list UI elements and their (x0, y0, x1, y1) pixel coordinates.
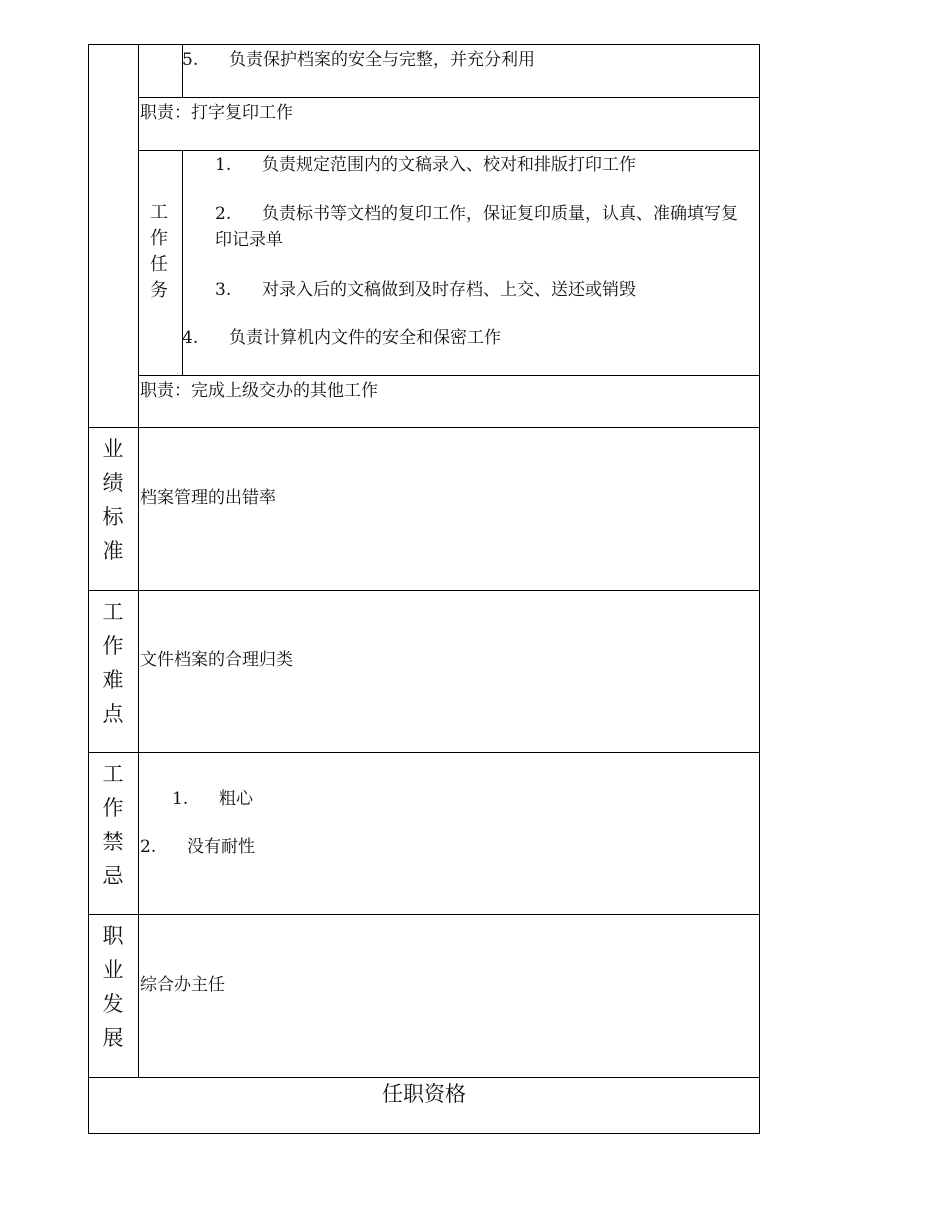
taboo-number: 2. (140, 837, 157, 857)
task-number: 3. (215, 280, 232, 300)
task-3 (215, 277, 636, 303)
task-text: 负责计算机内文件的安全和保密工作 (229, 328, 501, 348)
task-text: 负责标书等文档的复印工作，保证复印质量，认真、准确填写复印记录单 (215, 204, 738, 250)
label-char: 工 (102, 600, 124, 624)
section-divider (88, 752, 760, 753)
label-char: 任 (150, 254, 168, 275)
task-text: 对录入后的文稿做到及时存档、上交、送还或销毁 (262, 280, 636, 300)
label-char: 忌 (102, 864, 124, 888)
label-char: 作 (150, 228, 168, 249)
label-char: 标 (102, 505, 124, 529)
table-border-right (759, 44, 760, 1134)
label-char: 务 (150, 280, 168, 301)
task-number: 2. (215, 204, 232, 224)
job-description-table (88, 44, 760, 1134)
row-divider (138, 375, 760, 376)
difficulty-label (88, 595, 138, 731)
task-text: 负责保护档案的安全与完整，并充分利用 (229, 50, 535, 70)
task-number: 1. (215, 155, 232, 175)
label-char: 业 (102, 437, 124, 461)
label-char: 难 (102, 668, 124, 692)
taboo-text: 粗心 (219, 789, 253, 809)
label-char: 作 (102, 796, 124, 820)
label-char: 发 (102, 992, 124, 1016)
performance-label (88, 432, 138, 568)
task-1 (215, 152, 636, 178)
career-content: 综合办主任 (140, 975, 225, 995)
difficulty-content: 文件档案的合理归类 (140, 650, 293, 670)
label-char: 职 (102, 924, 124, 948)
section-divider (88, 1077, 760, 1078)
task-4 (182, 325, 501, 351)
row-divider (138, 97, 760, 98)
label-char: 作 (102, 634, 124, 658)
taboo-label (88, 757, 138, 893)
task-label (138, 200, 180, 304)
task-5 (182, 47, 535, 73)
task-text: 负责规定范围内的文稿录入、校对和排版打印工作 (262, 155, 636, 175)
duty-typing: 职责：打字复印工作 (140, 103, 293, 123)
task-number: 5. (182, 50, 199, 70)
label-char: 展 (102, 1026, 124, 1050)
taboo-item-2 (140, 834, 255, 860)
label-column-divider (138, 44, 139, 1077)
career-label (88, 919, 138, 1055)
taboo-number: 1. (172, 789, 189, 809)
label-char: 禁 (102, 830, 124, 854)
table-border-bottom (88, 1133, 760, 1134)
performance-content: 档案管理的出错率 (140, 488, 276, 508)
row-divider (138, 150, 760, 151)
label-char: 点 (102, 702, 124, 726)
label-char: 业 (102, 958, 124, 982)
task-number: 4. (182, 328, 199, 348)
taboo-item-1 (172, 786, 253, 812)
label-char: 工 (102, 762, 124, 786)
table-border-top (88, 44, 760, 45)
taboo-text: 没有耐性 (187, 837, 255, 857)
section-divider (88, 427, 760, 428)
label-char: 工 (150, 202, 168, 223)
task-2 (215, 201, 750, 253)
label-char: 准 (102, 539, 124, 563)
qualifications-header: 任职资格 (382, 1082, 466, 1106)
section-divider (88, 590, 760, 591)
section-divider (88, 914, 760, 915)
label-char: 绩 (102, 471, 124, 495)
duty-other: 职责：完成上级交办的其他工作 (140, 381, 378, 401)
